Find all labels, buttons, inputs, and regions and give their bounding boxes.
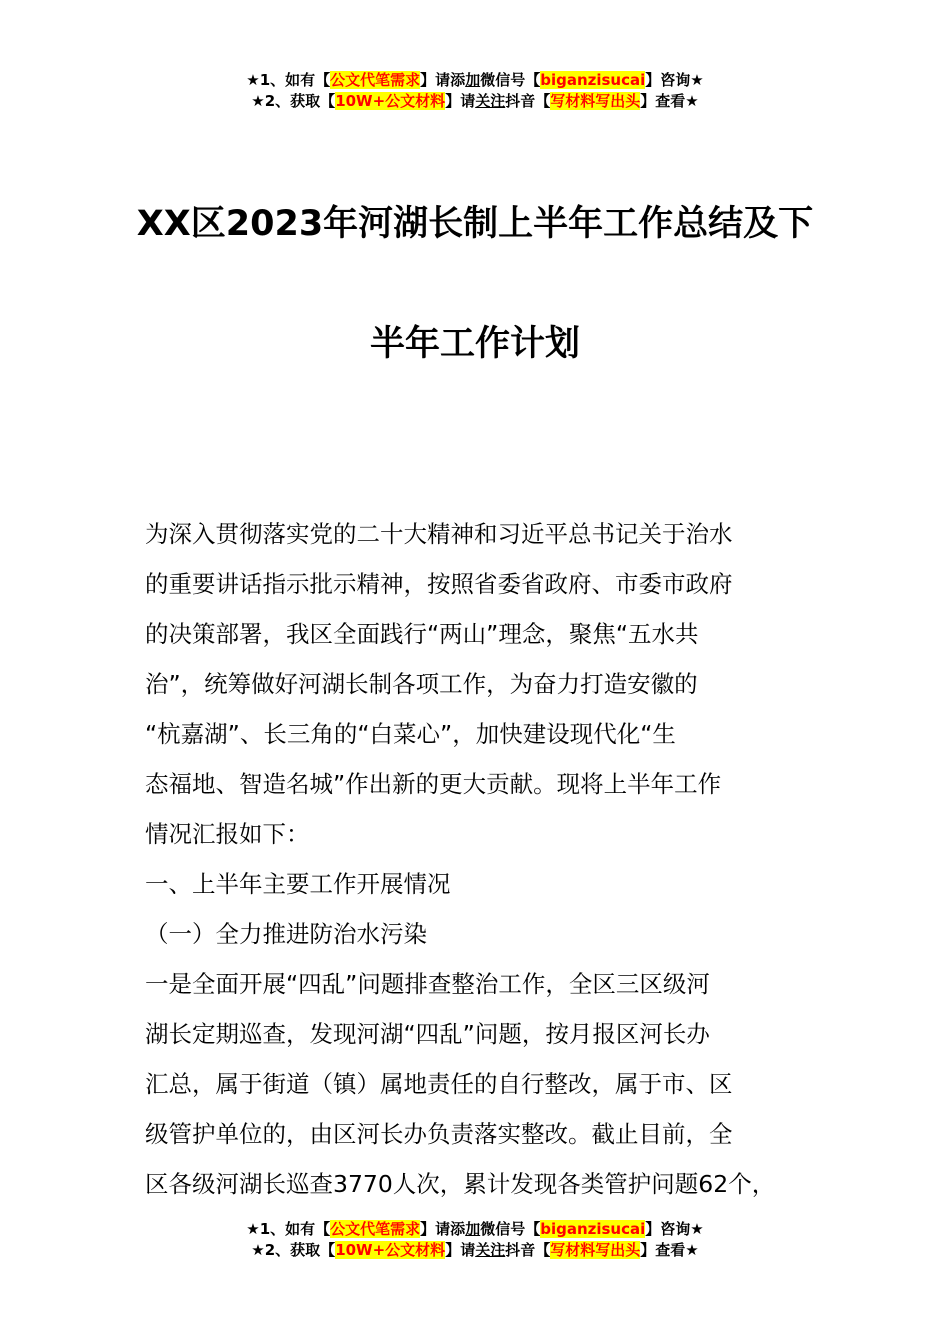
banner-text: 微信号【	[480, 1220, 541, 1238]
banner-line-2	[0, 1240, 950, 1261]
banner-underlined: 加	[465, 1220, 481, 1238]
banner-underlined: 关注	[475, 1241, 506, 1259]
banner-text: 】查看★	[640, 92, 699, 110]
body-line: 的重要讲话指示批示精神，按照省委省政府、市委市政府	[145, 570, 733, 598]
banner-text: 】请	[445, 1241, 476, 1259]
banner-text: 抖音【	[505, 92, 551, 110]
banner-line-2	[0, 91, 950, 112]
banner-line-1	[0, 70, 950, 91]
banner-text: 】查看★	[640, 1241, 699, 1259]
document-title-line-2: 半年工作计划	[369, 324, 580, 364]
banner-line-1	[0, 1219, 950, 1240]
document-body	[145, 509, 825, 1209]
banner-text: 】咨询★	[645, 1220, 704, 1238]
body-line: 情况汇报如下：	[145, 820, 310, 848]
body-line: 湖长定期巡查，发现河湖“四乱”问题，按月报区河长办	[145, 1020, 710, 1048]
body-line: 的决策部署，我区全面践行“两山”理念，聚焦“五水共	[145, 620, 699, 648]
body-line: 区各级河湖长巡查3770人次，累计发现各类管护问题62个，	[145, 1170, 776, 1198]
banner-text: 抖音【	[505, 1241, 551, 1259]
section-heading: 一、上半年主要工作开展情况	[145, 870, 451, 898]
banner-text: 】请添	[420, 1220, 466, 1238]
banner-text: 】请添	[420, 71, 466, 89]
subsection-heading: （一）全力推进防治水污染	[145, 920, 427, 948]
body-line: 级管护单位的，由区河长办负责落实整改。截止目前，全	[145, 1120, 733, 1148]
body-line: 态福地、智造名城”作出新的更大贡献。现将上半年工作	[145, 770, 722, 798]
banner-text: 微信号【	[480, 71, 541, 89]
banner-underlined: 加	[465, 71, 481, 89]
banner-highlight: biganzisucai	[540, 1220, 646, 1238]
banner-highlight: 写材料写出头	[550, 1241, 641, 1259]
body-line: 为深入贯彻落实党的二十大精神和习近平总书记关于治水	[145, 520, 733, 548]
banner-highlight: 10W+公文材料	[335, 92, 446, 110]
banner-highlight: 写材料写出头	[550, 92, 641, 110]
banner-text: 】请	[445, 92, 476, 110]
banner-text: ★1、如有【	[246, 71, 331, 89]
banner-text: ★2、获取【	[251, 92, 336, 110]
body-line: 治”，统筹做好河湖长制各项工作，为奋力打造安徽的	[145, 670, 698, 698]
banner-highlight: 10W+公文材料	[335, 1241, 446, 1259]
banner-text: ★2、获取【	[251, 1241, 336, 1259]
banner-highlight: biganzisucai	[540, 71, 646, 89]
banner-highlight: 公文代笔需求	[330, 1220, 421, 1238]
banner-highlight: 公文代笔需求	[330, 71, 421, 89]
banner-text: ★1、如有【	[246, 1220, 331, 1238]
document-title-line-1: XX区2023年河湖长制上半年工作总结及下	[136, 204, 814, 244]
header-banner	[0, 70, 950, 112]
body-line: “杭嘉湖”、长三角的“白菜心”，加快建设现代化“生	[145, 720, 676, 748]
body-line: 汇总，属于街道（镇）属地责任的自行整改，属于市、区	[145, 1070, 733, 1098]
banner-text: 】咨询★	[645, 71, 704, 89]
banner-underlined: 关注	[475, 92, 506, 110]
footer-banner	[0, 1219, 950, 1261]
body-line: 一是全面开展“四乱”问题排查整治工作，全区三区级河	[145, 970, 710, 998]
